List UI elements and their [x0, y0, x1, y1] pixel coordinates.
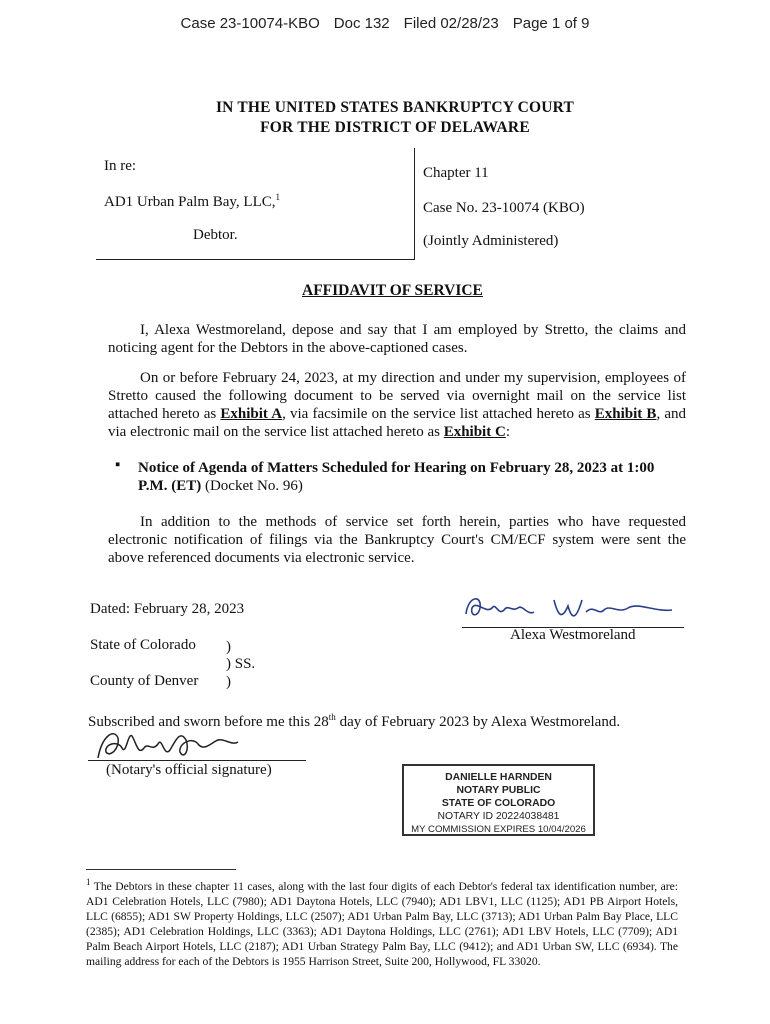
p2-text-4: :: [505, 424, 510, 440]
jurat-text-1: Subscribed and sworn before me this 28: [88, 714, 329, 730]
doc-number: Doc 132: [333, 15, 390, 32]
case-number: Case 23-10074-KBO: [180, 15, 320, 32]
p2-text-2: , via facsimile on the service list attached hereto as: [282, 406, 595, 422]
exhibit-b: Exhibit B: [594, 406, 657, 422]
jurat-sup: th: [328, 712, 336, 722]
p2-text-1: On or before February 24, 2023, at my direction and under my supervision, employees of Stretto caused the following document to be served via overnight mail on the service list attached hereto as: [108, 370, 686, 422]
footnote: [86, 875, 678, 969]
debtor-name: [104, 192, 280, 211]
served-document: [138, 459, 686, 495]
caption-horizontal-rule: [96, 259, 414, 260]
venue-paren-1: ): [226, 639, 231, 655]
notary-signature-label: (Notary's official signature): [106, 762, 272, 778]
stamp-id: NOTARY ID 20224038481: [437, 811, 560, 822]
stamp-state: STATE OF COLORADO: [441, 798, 556, 809]
notary-stamp: [402, 764, 595, 836]
debtor-label: Debtor.: [193, 227, 238, 243]
stamp-name: DANIELLE HARNDEN: [445, 772, 552, 783]
court-line-2: FOR THE DISTRICT OF DELAWARE: [260, 119, 530, 136]
in-re-label: In re:: [104, 158, 137, 174]
court-line-1: IN THE UNITED STATES BANKRUPTCY COURT: [215, 99, 575, 116]
filed-date: Filed 02/28/23: [403, 15, 499, 32]
venue-ss: ) SS.: [226, 656, 256, 672]
venue-paren-3: ): [226, 674, 231, 690]
chapter: Chapter 11: [423, 165, 489, 181]
footnote-text: The Debtors in these chapter 11 cases, along with the last four digits of each Debtor's federal tax identification number, are: AD1 Celebration Hotels, LLC (7980); AD1 Daytona Hotels, LLC (7940); AD1 LBV1, LLC (1125); AD1 PB Airport Hotels, LLC (6855); AD1 SW Property Holdings, LLC (2507); AD1 Urban Palm Bay, LLC (3713); AD1 Urban Palm Bay Place, LLC (2385); AD1 Celebration Holdings, LLC (3363); AD1 Daytona Holdings, LLC (2761); AD1 LBV Hotels, LLC (7709); AD1 Palm Beach Airport Hotels, LLC (2187); AD1 Urban Strategy Palm Bay, LLC (9412); and AD1 Urban SW, LLC (6934). The mailing address for each of the Debtors is 1955 Harrison Street, Suite 200, Hollywood, FL 33020.: [86, 879, 678, 968]
footnote-rule: [86, 869, 236, 870]
footnote-mark: 1: [86, 877, 91, 887]
paragraph-1: I, Alexa Westmoreland, depose and say that I am employed by Stretto, the claims and noticing agent for the Debtors in the above-captioned cases.: [108, 322, 686, 356]
bullet-icon: ▪: [115, 457, 121, 473]
affiant-signature: [458, 586, 688, 632]
notary-signature-line: [88, 760, 306, 761]
jointly-administered: (Jointly Administered): [423, 233, 559, 249]
signer-name: Alexa Westmoreland: [510, 627, 636, 643]
document-title: AFFIDAVIT OF SERVICE: [302, 282, 483, 299]
served-document-docket: (Docket No. 96): [201, 478, 303, 494]
venue-state: State of Colorado: [90, 637, 196, 653]
jurat-text-2: day of February 2023 by Alexa Westmoreland.: [335, 714, 621, 730]
paragraph-3: In addition to the methods of service set forth herein, parties who have requested electronic notification of filings via the Bankruptcy Court's CM/ECF system were sent the above referenced documents via electronic service.: [108, 514, 686, 566]
p2-text-3: , and via electronic mail on the service list attached hereto as: [108, 406, 686, 440]
debtor-name-text: AD1 Urban Palm Bay, LLC,: [104, 194, 276, 210]
served-document-title: Notice of Agenda of Matters Scheduled for Hearing on February 28, 2023 at 1:00 P.M. (ET): [138, 460, 655, 494]
filing-header: [0, 15, 770, 32]
caption-vertical-rule: [414, 148, 415, 260]
page-number: Page 1 of 9: [512, 15, 590, 32]
venue-county: County of Denver: [90, 673, 199, 689]
paragraph-2: [108, 369, 686, 441]
case-no: Case No. 23-10074 (KBO): [423, 200, 585, 216]
dated: Dated: February 28, 2023: [90, 601, 245, 617]
exhibit-a: Exhibit A: [220, 406, 283, 422]
exhibit-c: Exhibit C: [443, 424, 506, 440]
footnote-ref: 1: [275, 192, 281, 202]
court-heading: [0, 98, 770, 138]
stamp-expires: MY COMMISSION EXPIRES 10/04/2026: [411, 824, 586, 835]
stamp-title: NOTARY PUBLIC: [456, 785, 541, 796]
